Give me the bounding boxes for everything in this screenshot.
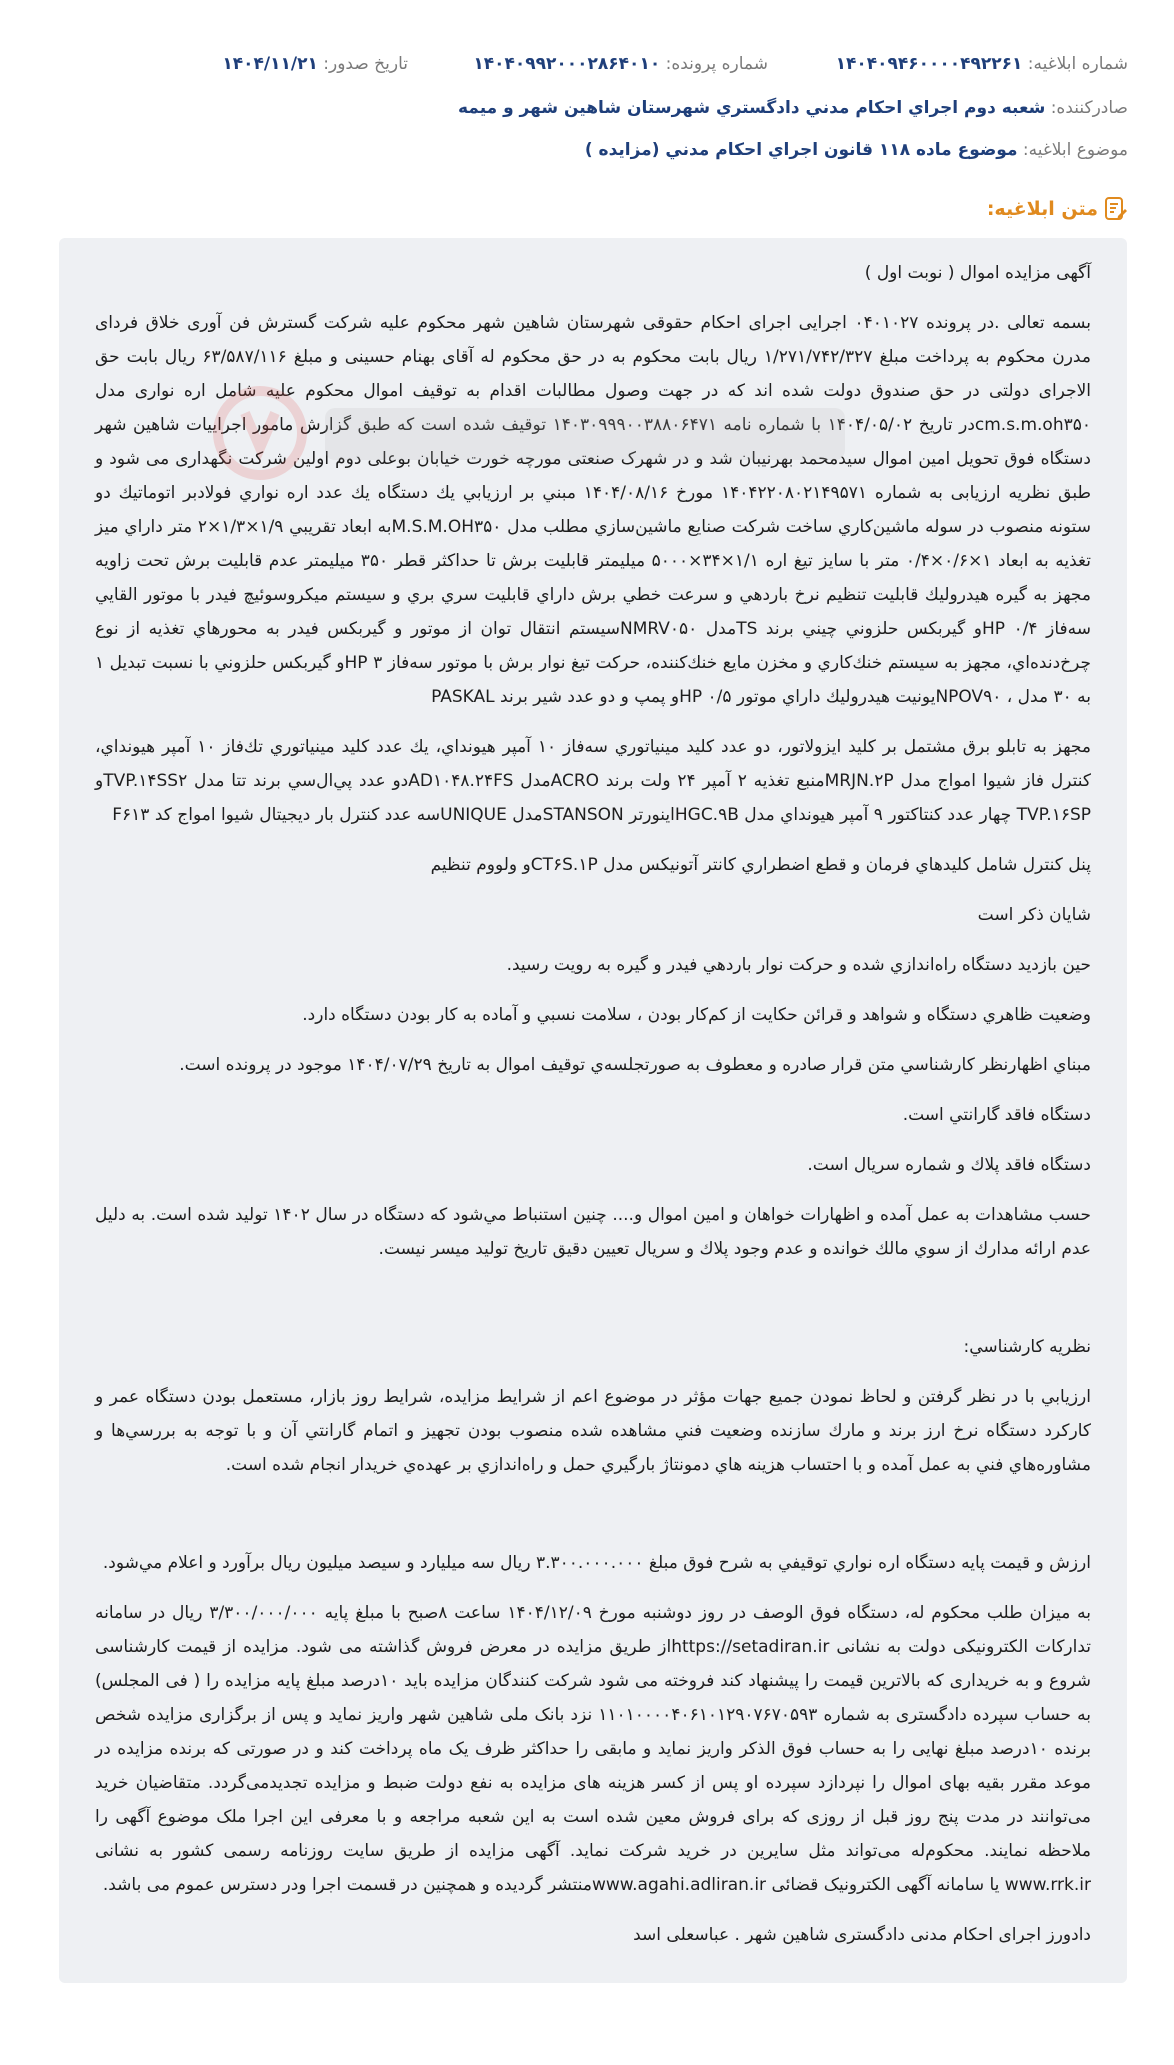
case-number-label: شماره پرونده: bbox=[665, 54, 768, 74]
subject-label: موضوع ابلاغیه: bbox=[1022, 140, 1128, 160]
notice-text-heading bbox=[987, 196, 1128, 222]
case-number-field bbox=[473, 54, 768, 74]
body-paragraph: بسمه تعالی .در پرونده ۰۴۰۱۰۲۷ اجرایی اجرای احکام حقوقی شهرستان شاهین شهر محکوم علیه شرکت گسترش فن آوری خلاق فردای مدرن محکوم به پرداخت مبلغ ۱/۲۷۱/۷۴۲/۳۲۷ ریال بابت محکوم به در حق محکوم له آقای بهنام حسینی و مبلغ ۶۳/۵۸۷/۱۱۶ ریال بابت حق الاجرای دولتی در حق صندوق دولت شده اند که در جهت وصول مطالبات اقدام به توقیف اموال محکوم علیه شامل اره نواری مدل cm.s.m.oh۳۵۰در تاریخ ۱۴۰۴/۰۵/۰۲ با شماره نامه ۱۴۰۳۰۹۹۹۰۰۳۸۸۰۶۴۷۱ توقیف شده است که طبق گزارش مامور اجراییات شاهین شهر دستگاه فوق تحویل امین اموال سیدمحمد بهرنیبان شد و در شهرک صنعتی مورچه خورت خیابان بوعلی دوم اولین شرکت نگهداری می شود و طبق نظریه ارزیابی به شماره ۱۴۰۴۲۲۰۸۰۲۱۴۹۵۷۱ مورخ ۱۴۰۴/۰۸/۱۶ مبني بر ارزيابي يك دستگاه يك عدد اره نواري فولادبر اتوماتيك دو ستونه منصوب در سوله ماشين‌كاري ساخت شركت صنايع ماشين‌سازي مطلب مدل M.S.M.OH۳۵۰به ابعاد تقريبي ۱/۹×۱/۳×۲ متر داراي ميز تغذيه به ابعاد ۱×۰/۶×۰/۴ متر با سايز تيغ اره ۱/۱×۳۴×۵۰۰۰ ميليمتر قابليت برش تا حداكثر قطر ۳۵۰ ميليمتر عدم قابليت برش تحت زاويه مجهز به گيره هيدروليك قابليت تنظيم نرخ باردهي و سرعت خطي برش داراي قابليت سري بري و سيستم ميكروسوئيچ فيدر با موتور القايي سه‌فاز ۰/۴ HPو گيربكس حلزوني چيني برند TSمدل NMRV۰۵۰سيستم انتقال توان از موتور و گيربكس فيدر به محورهاي تغذيه از نوع چرخ‌دنده‌اي، مجهز به سيستم خنك‌كاري و مخزن مايع خنك‌كننده، حركت تيغ نوار برش با موتور سه‌فاز ۳ HPو گيربكس حلزوني با نسبت تبديل ۱ به ۳۰ مدل ، NPOV۹۰يونيت هيدروليك داراي موتور ۰/۵ HPو پمپ و دو عدد شير برند PASKAL bbox=[95, 313, 1092, 707]
body-paragraph: دستگاه فاقد پلاك و شماره سريال است. bbox=[807, 1155, 1091, 1175]
issue-date-label: تاریخ صدور: bbox=[323, 54, 408, 74]
issuer-field bbox=[458, 98, 1128, 118]
case-number: ۱۴۰۴۰۹۹۲۰۰۰۲۸۶۴۰۱۰ bbox=[473, 54, 661, 74]
auction-terms-paragraph: به میزان طلب محکوم له، دستگاه فوق الوصف در روز دوشنبه مورخ ۱۴۰۴/۱۲/۰۹ ساعت ۸صبح با مبلغ پایه ۳/۳۰۰/۰۰۰/۰۰۰ ریال در سامانه تدارکات الکترونیکی دولت به نشانی https://setadiran.irاز طریق مزایده در معرض فروش گذاشته می شود. مزایده از قیمت کارشناسی شروع و به خریداری که بالاترین قیمت را پیشنهاد کند فروخته می شود شرکت کنندگان مزایده باید ۱۰درصد مبلغ پایه مزایده را ( فی المجلس) به حساب سپرده دادگستری به شماره ۱۱۰۱۰۰۰۰۴۰۶۱۰۱۲۹۰۷۶۷۰۵۹۳ نزد بانک ملی شاهین شهر واریز نماید و پس از برگزاری مزایده شخص برنده ۱۰درصد مبلغ نهایی را به حساب فوق الذکر واریز نماید و مابقی را حداکثر ظرف یک ماه پرداخت کند و در صورتی که برنده مزایده در موعد مقرر بقیه بهای اموال را نپردازد سپرده او پس از کسر هزینه های مزایده به نفع دولت ضبط و مزایده تجدیدمی‌گردد. متقاضیان خرید می‌توانند در مدت پنج روز قبل از روزی که برای فروش معین شده است به این شعبه مراجعه و با معرفی این اجرا ملک موضوع آگهی را ملاحظه نمایند. محکوم‌له می‌تواند مثل سایرین در خرید شرکت نماید. آگهی مزایده از طریق سایت روزنامه رسمی کشور به نشانی www.rrk.ir یا سامانه آگهی الکترونیک قضائی www.agahi.adliran.irمنتشر گردیده و همچنین در قسمت اجرا ودر دسترس عموم می باشد. bbox=[95, 1603, 1091, 1895]
subject-row bbox=[46, 140, 1128, 170]
notice-number-label: شماره ابلاغیه: bbox=[1027, 54, 1128, 74]
issuer: شعبه دوم اجراي احكام مدني دادگستري شهرستان شاهين شهر و ميمه bbox=[457, 98, 1046, 118]
issuer-row bbox=[46, 98, 1128, 128]
body-paragraph: حين بازديد دستگاه راه‌اندازي شده و حركت نوار باردهي فيدر و گيره به رويت رسيد. bbox=[506, 955, 1091, 975]
notice-text-title: متن ابلاغیه: bbox=[986, 198, 1098, 220]
subject-field bbox=[585, 140, 1128, 160]
notice-number: ۱۴۰۴۰۹۴۶۰۰۰۰۴۹۲۲۶۱ bbox=[835, 54, 1023, 74]
issuer-label: صادرکننده: bbox=[1050, 98, 1128, 118]
document-edit-icon bbox=[1106, 196, 1128, 222]
notice-meta-row bbox=[46, 54, 1128, 84]
auction-title: آگهی مزایده اموال ( نوبت اول ) bbox=[864, 263, 1091, 283]
body-paragraph: دستگاه فاقد گارانتي است. bbox=[902, 1105, 1091, 1125]
body-paragraph: حسب مشاهدات به عمل آمده و اظهارات خواهان و امين اموال و.... چنين استنباط مي‌شود كه دستگاه در سال ۱۴۰۲ توليد شده است. به دليل عدم ارائه مدارك از سوي مالك خوانده و عدم وجود پلاك و سريال تعيين دقيق تاريخ توليد ميسر نيست. bbox=[95, 1205, 1091, 1259]
notice-number-field bbox=[836, 54, 1128, 74]
subject: موضوع ماده ۱۱۸ قانون اجراي احكام مدني (مزايده ) bbox=[584, 140, 1018, 160]
issue-date: ۱۴۰۴/۱۱/۲۱ bbox=[222, 54, 318, 74]
expert-opinion-heading: نظريه كارشناسي: bbox=[963, 1337, 1091, 1357]
body-paragraph: وضعيت ظاهري دستگاه و شواهد و قرائن حكايت از كم‌كار بودن ، سلامت نسبي و آماده به كار بودن دستگاه دارد. bbox=[302, 1005, 1091, 1025]
body-paragraph: ارزيابي با در نظر گرفتن و لحاظ نمودن جميع جهات مؤثر در موضوع اعم از شرايط مزايده، شرايط روز بازار، مستعمل بودن دستگاه عمر و كاركرد دستگاه نرخ ارز برند و مارك سازنده وضعيت فني مشاهده شده منصوب بودن تجهيز و اتمام گارانتي آن و با توجه به بررسي‌ها و مشاوره‌هاي فني به عمل آمده و با احتساب هزينه هاي دمونتاژ بارگيري حمل و راه‌اندازي بر عهده‌ي خريدار انجام شده است. bbox=[95, 1387, 1091, 1475]
body-paragraph: پنل كنترل شامل كليدهاي فرمان و قطع اضطراري كانتر آتونيكس مدل CT۶S.۱Pو ولووم تنظيم bbox=[430, 855, 1091, 875]
issue-date-field bbox=[222, 54, 408, 74]
body-paragraph: مجهز به تابلو برق مشتمل بر كليد ايزولاتور، دو عدد كليد مينياتوري سه‌فاز ۱۰ آمپر هيونداي، يك عدد كليد مينياتوري تك‌فاز ۱۰ آمپر هيونداي، كنترل فاز شيوا امواج مدل MRJN.۲Pمنبع تغذيه ۲ آمپر ۲۴ ولت برند ACROمدل AD۱۰۴۸.۲۴FSدو عدد پي‌ال‌سي برند تتا مدل TVP.۱۴SS۲و TVP.۱۶SP چهار عدد كنتاكتور ۹ آمپر هيونداي مدل HGC.۹Bاينورتر STANSONمدل UNIQUEسه عدد كنترل بار ديجيتال شيوا امواج كد F۶۱۳ bbox=[95, 737, 1091, 825]
body-paragraph: مبناي اظهارنظر كارشناسي متن قرار صادره و معطوف به صورتجلسه‌ي توقيف اموال به تاريخ ۱۴۰۴/۰۷/۲۹ موجود در پرونده است. bbox=[179, 1055, 1091, 1075]
base-price-paragraph: ارزش و قيمت پايه دستگاه اره نواري توقيفي به شرح فوق مبلغ ۳.۳۰۰.۰۰۰.۰۰۰ ريال سه ميليارد و سيصد ميليون ريال برآورد و اعلام مي‌شود. bbox=[102, 1553, 1091, 1573]
signature-line: دادورز اجرای احکام مدنی دادگستری شاهین شهر . عباسعلی اسد bbox=[633, 1925, 1091, 1945]
body-paragraph: شايان ذكر است bbox=[977, 905, 1091, 925]
notice-body bbox=[59, 238, 1127, 1983]
